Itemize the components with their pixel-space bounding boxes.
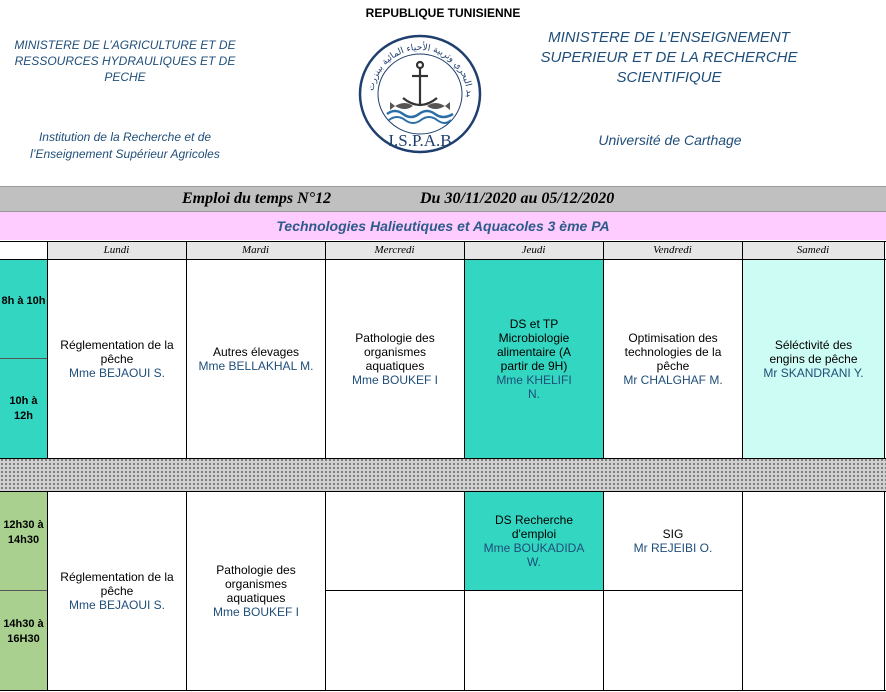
teacher-name: Mr REJEIBI O.	[633, 540, 713, 555]
ispab-logo	[355, 32, 485, 157]
course-name: Autres élevages	[212, 344, 300, 359]
schedule-title: Emploi du temps N°12	[182, 190, 332, 207]
day-mercredi: Mercredi	[374, 244, 415, 256]
teacher-name: Mme BOUKEF I	[212, 604, 299, 619]
time-14h30-16h30: 14h30 à 16H30	[3, 618, 44, 645]
day-mardi: Mardi	[241, 244, 270, 256]
cell-mercredi-morning	[326, 259, 464, 458]
teacher-name: Mme BOUKEF I	[351, 372, 438, 387]
left-ministry: MINISTERE DE L’AGRICULTURE ET DE RESSOURCES HYDRAULIQUES ET DE PECHE	[14, 38, 236, 84]
teacher-name: Mme KHELIFI N.	[496, 372, 572, 401]
cell-vendredi-afternoon	[604, 491, 742, 590]
course-name: Pathologie des organismes aquatiques	[355, 330, 435, 373]
teacher-name: Mme BEJAOUI S.	[68, 365, 166, 380]
logo-letters: I.S.P.A.B	[388, 131, 452, 150]
right-ministry: MINISTERE DE L’ENSEIGNEMENT SUPERIEUR ET DE LA RECHERCHE SCIENTIFIQUE	[540, 29, 798, 86]
course-name: DS et TP Microbiologie alimentaire (A partir de 9H)	[496, 316, 572, 373]
time-10h-12h: 10h à 12h	[9, 395, 38, 422]
teacher-name: Mme BOUKADIDA W.	[483, 540, 585, 569]
cell-samedi-morning	[743, 259, 884, 458]
cell-mardi-morning	[187, 259, 325, 458]
course-name: Séléctivité des engins de pêche	[769, 337, 858, 366]
course-name: Optimisation des technologies de la pêche	[624, 330, 722, 373]
teacher-name: Mme BEJAOUI S.	[68, 597, 166, 612]
cell-jeudi-morning	[465, 259, 603, 458]
course-name: Pathologie des organismes aquatiques	[216, 562, 296, 605]
teacher-name: Mr CHALGHAF M.	[623, 372, 723, 387]
day-lundi: Lundi	[103, 244, 130, 256]
day-jeudi: Jeudi	[521, 244, 546, 256]
logo-arabic-text: يد البحري وتربية الأحياء المائية ببنزرت	[366, 42, 475, 98]
course-name: DS Recherche d'emploi	[494, 512, 574, 541]
title-bar	[0, 186, 886, 212]
course-name: Réglementation de la pêche	[60, 569, 174, 598]
cell-mardi-afternoon	[187, 491, 325, 690]
cell-lundi-morning	[48, 259, 186, 458]
program-bar: Technologies Halieutiques et Aquacoles 3 ème PA	[0, 212, 886, 240]
republic-title: REPUBLIQUE TUNISIENNE	[365, 6, 521, 20]
teacher-name: Mme BELLAKHAL M.	[198, 358, 314, 373]
course-name: Réglementation de la pêche	[60, 337, 174, 366]
course-name: SIG	[662, 526, 684, 541]
teacher-name: Mr SKANDRANI Y.	[763, 365, 864, 380]
time-12h30-14h30: 12h30 à 14h30	[3, 519, 44, 546]
schedule-dates: Du 30/11/2020 au 05/12/2020	[420, 190, 615, 207]
day-vendredi: Vendredi	[653, 244, 692, 256]
time-8h-10h: 8h à 10h	[1, 295, 46, 307]
lunch-break-row	[0, 458, 886, 491]
left-institution: Institution de la Recherche et de l’Enseignement Supérieur Agricoles	[30, 130, 220, 161]
day-samedi: Samedi	[796, 244, 830, 256]
cell-lundi-afternoon	[48, 491, 186, 690]
cell-vendredi-morning	[604, 259, 742, 458]
right-university: Université de Carthage	[598, 132, 742, 148]
cell-jeudi-afternoon	[465, 491, 603, 590]
